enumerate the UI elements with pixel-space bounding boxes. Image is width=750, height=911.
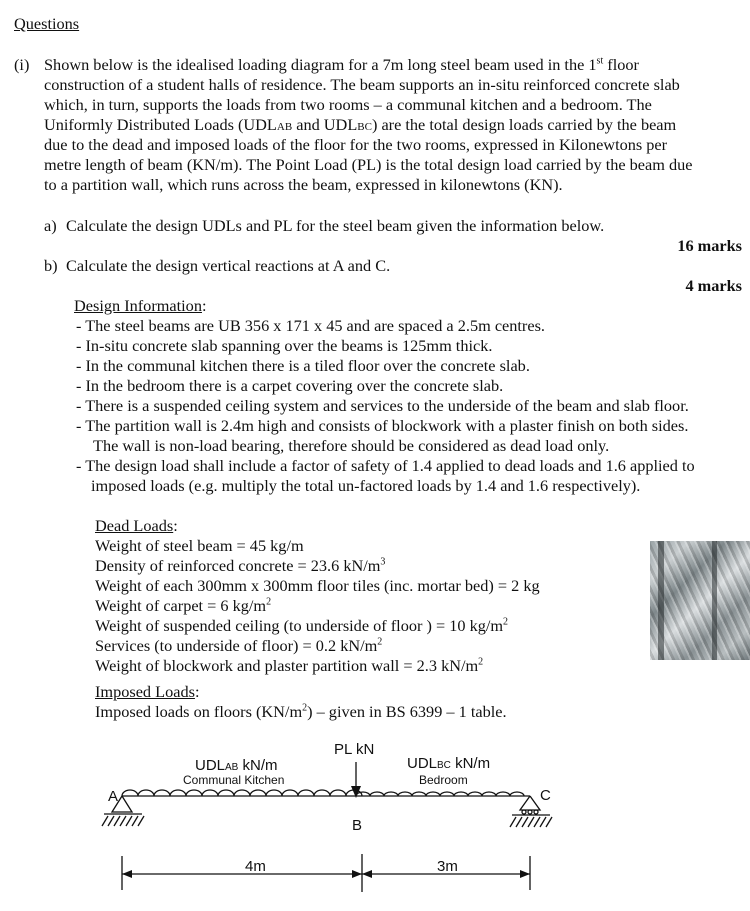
floor-tile-photo xyxy=(650,541,750,660)
q1-line-4: Uniformly Distributed Loads (UDLAB and UDLBC) are the total design loads carried by the beam xyxy=(44,115,677,134)
dim-arrow xyxy=(352,870,362,878)
dim-3m-label: 3m xyxy=(437,858,458,875)
kitchen-label: Communal Kitchen xyxy=(183,773,285,787)
dead-load-item: Services (to underside of floor) = 0.2 $kN/m^2$ xyxy=(95,636,383,655)
dim-arrow xyxy=(520,870,530,878)
design-item: - The steel beams are UB 356 x 171 x 45 and are spaced a 2.5m centres. xyxy=(76,316,545,335)
dead-loads-title: Dead Loads: xyxy=(95,516,178,535)
dead-load-item: Weight of carpet = 6 $kg/m^2$ xyxy=(95,596,272,615)
point-c-label: C xyxy=(540,787,551,804)
udl-ab-label: UDLAB kN/m xyxy=(195,757,278,774)
design-info-title: Design Information: xyxy=(74,296,207,315)
dead-load-item: Weight of steel beam = 45 kg/m xyxy=(95,536,304,555)
point-b-label: B xyxy=(352,817,363,834)
part-b-text: Calculate the design vertical reactions at A and C. xyxy=(66,256,391,275)
part-a-label: a) xyxy=(44,216,57,235)
q1-line-5: due to the dead and imposed loads of the floor for the two rooms, expressed in Kilonewtons per xyxy=(44,135,668,154)
design-item: - In-situ concrete slab spanning over the beams is 125mm thick. xyxy=(76,336,493,355)
bedroom-label: Bedroom xyxy=(419,773,468,787)
design-item: - In the bedroom there is a carpet covering over the concrete slab. xyxy=(76,376,504,395)
loading-diagram xyxy=(0,730,750,911)
design-item: - The design load shall include a factor of safety of 1.4 applied to dead loads and 1.6 applied to xyxy=(76,456,695,475)
dead-load-item: Weight of each 300mm x 300mm floor tiles (inc. mortar bed) = 2 kg xyxy=(95,576,540,595)
design-item: - There is a suspended ceiling system and services to the underside of the beam and slab floor. xyxy=(76,396,689,415)
q1-line-2: construction of a student halls of residence. The beam supports an in-situ reinforced concrete slab xyxy=(44,75,680,94)
dim-arrow xyxy=(122,870,132,878)
imposed-load-text: Imposed loads on floors $(KN/m^2)$ – given in BS 6399 – 1 table. xyxy=(95,702,507,721)
part-b-marks: 4 marks xyxy=(685,276,742,295)
q1-line-7: to a partition wall, which runs across the beam, expressed in kilonewtons (KN). xyxy=(44,175,563,194)
part-a-marks: 16 marks xyxy=(677,236,742,255)
dim-arrow xyxy=(362,870,372,878)
dead-load-item: Weight of blockwork and plaster partition wall = 2.3 $kN/m^2$ xyxy=(95,656,484,675)
q1-line-3: which, in turn, supports the loads from two rooms – a communal kitchen and a bedroom. The xyxy=(44,95,652,114)
design-item: - The partition wall is 2.4m high and consists of blockwork with a plaster finish on both sides. xyxy=(76,416,689,435)
dim-4m-label: 4m xyxy=(245,858,266,875)
part-b-label: b) xyxy=(44,256,58,275)
part-a-text: Calculate the design UDLs and PL for the steel beam given the information below. xyxy=(66,216,605,235)
question-number: (i) xyxy=(14,55,30,74)
udl-bc-label: UDLBC kN/m xyxy=(407,755,491,772)
imposed-loads-title: Imposed Loads: xyxy=(95,682,200,701)
design-item: imposed loads (e.g. multiply the total un-factored loads by 1.4 and 1.6 respectively). xyxy=(91,476,641,495)
udl-ab-load xyxy=(122,790,362,796)
design-item: - In the communal kitchen there is a tiled floor over the concrete slab. xyxy=(76,356,530,375)
dead-load-item: Density of reinforced concrete = 23.6 $kN/m^3$ xyxy=(95,556,386,575)
design-item: The wall is non-load bearing, therefore should be considered as dead load only. xyxy=(93,436,610,455)
pl-label: PL kN xyxy=(334,741,375,758)
questions-heading: Questions xyxy=(14,14,80,33)
q1-line-6: metre length of beam (KN/m). The Point Load (PL) is the total design load carried by the beam due xyxy=(44,155,693,174)
point-a-label: A xyxy=(108,788,119,805)
q1-line-1: Shown below is the idealised loading diagram for a 7m long steel beam used in the 1st floor xyxy=(44,55,639,74)
dead-load-item: Weight of suspended ceiling (to underside of floor ) = 10 $kg/m^2$ xyxy=(95,616,509,635)
